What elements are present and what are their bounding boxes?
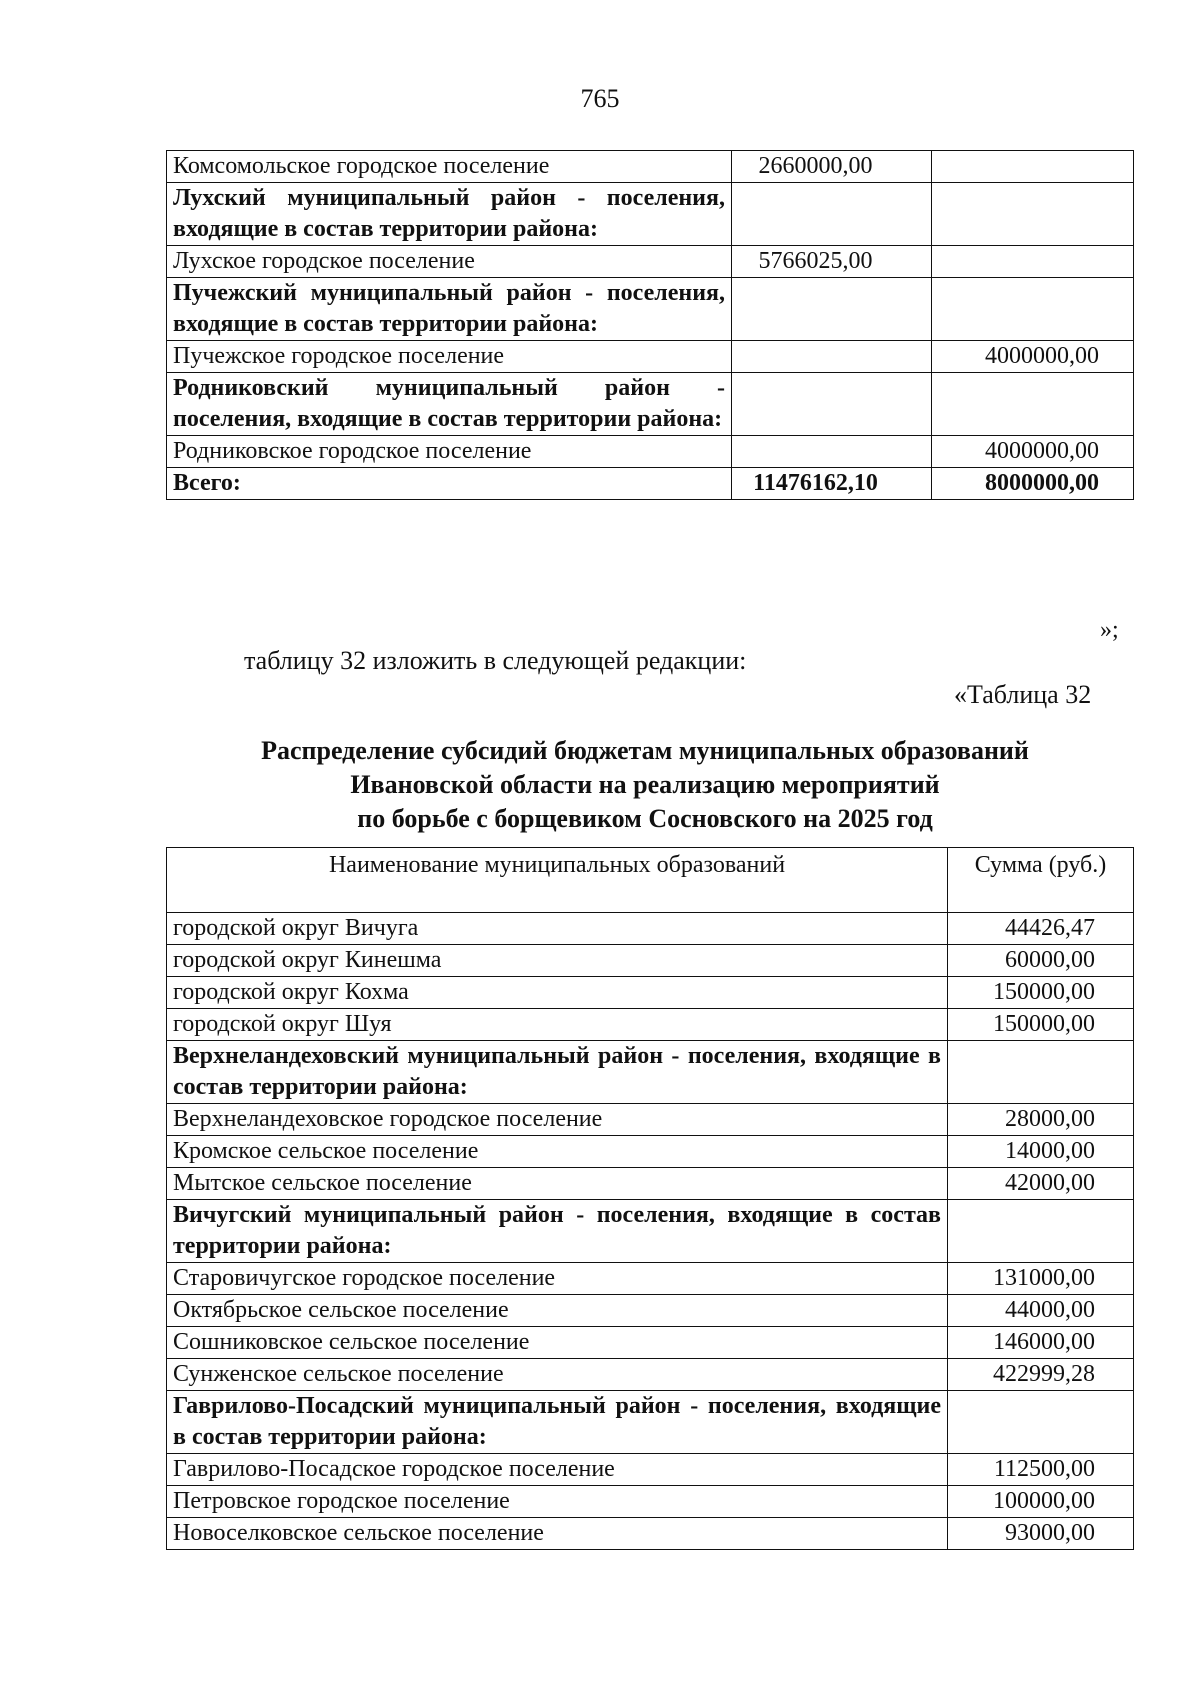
amount-col-1 [732,278,932,341]
subsidy-sum: 44426,47 [948,913,1134,945]
table-row [167,1327,1134,1359]
previous-table-continuation [166,150,1134,500]
table-heading [0,734,1200,836]
table-row [167,977,1134,1009]
heading-line-3: по борьбе с борщевиком Сосновского на 2025 год [357,804,933,833]
table-row [167,1104,1134,1136]
header-row [167,848,1134,913]
district-name: Пучежский муниципальный район - поселения, входящие в состав территории района: [167,278,732,341]
table-row [167,1263,1134,1295]
amount-col-2 [932,278,1134,341]
municipality-name: Старовичугское городское поселение [167,1263,948,1295]
amount-col-2: 4000000,00 [932,436,1134,468]
municipality-name: городской округ Шуя [167,1009,948,1041]
subsidy-sum: 28000,00 [948,1104,1134,1136]
amount-col-1: 5766025,00 [732,246,932,278]
subsidy-sum [948,1200,1134,1263]
municipality-name: Гаврилово-Посадское городское поселение [167,1454,948,1486]
amount-col-2 [932,183,1134,246]
instruction-text: таблицу 32 изложить в следующей редакции: [244,646,747,675]
header-sum: Сумма (руб.) [948,848,1134,913]
subsidy-sum: 93000,00 [948,1518,1134,1550]
total-row [167,468,1134,500]
settlement-name: Комсомольское городское поселение [167,151,732,183]
table-row [167,436,1134,468]
subsidy-sum [948,1391,1134,1454]
settlement-name: Родниковское городское поселение [167,436,732,468]
municipality-name: Сошниковское сельское поселение [167,1327,948,1359]
district-row [167,278,1134,341]
subsidy-sum: 14000,00 [948,1136,1134,1168]
district-row [167,373,1134,436]
subsidy-sum: 150000,00 [948,977,1134,1009]
total-amount-col-2: 8000000,00 [932,468,1134,500]
municipality-name: Мытское сельское поселение [167,1168,948,1200]
total-label: Всего: [167,468,732,500]
settlement-name: Пучежское городское поселение [167,341,732,373]
subsidy-sum: 150000,00 [948,1009,1134,1041]
amount-col-2 [932,373,1134,436]
table-32 [166,847,1134,1550]
subsidy-sum: 146000,00 [948,1327,1134,1359]
table-row [167,1486,1134,1518]
table-row [167,151,1134,183]
table-row [167,1168,1134,1200]
table-row [167,246,1134,278]
district-name: Вичугский муниципальный район - поселения, входящие в состав территории района: [167,1200,948,1263]
subsidy-sum: 44000,00 [948,1295,1134,1327]
table-row [167,1359,1134,1391]
subsidy-sum: 60000,00 [948,945,1134,977]
district-row [167,1041,1134,1104]
district-name: Гаврилово-Посадский муниципальный район - поселения, входящие в состав территории района: [167,1391,948,1454]
table-row [167,341,1134,373]
heading-line-1: Распределение субсидий бюджетам муниципальных образований [261,736,1029,765]
municipality-name: городской округ Вичуга [167,913,948,945]
table-row [167,1518,1134,1550]
district-row [167,1391,1134,1454]
table-row [167,1295,1134,1327]
amount-col-1 [732,183,932,246]
table-row [167,1009,1134,1041]
municipality-name: Верхнеландеховское городское поселение [167,1104,948,1136]
municipality-name: Новоселковское сельское поселение [167,1518,948,1550]
amount-col-1 [732,373,932,436]
table-row [167,1454,1134,1486]
district-row [167,1200,1134,1263]
municipality-name: городской округ Кинешма [167,945,948,977]
subsidy-sum: 422999,28 [948,1359,1134,1391]
subsidy-sum [948,1041,1134,1104]
header-name: Наименование муниципальных образований [167,848,948,913]
subsidy-sum: 100000,00 [948,1486,1134,1518]
district-row [167,183,1134,246]
district-name: Родниковский муниципальный район - поселения, входящие в состав территории района: [167,373,732,436]
amount-col-2 [932,246,1134,278]
amount-col-2: 4000000,00 [932,341,1134,373]
table-row [167,1136,1134,1168]
table-row [167,913,1134,945]
municipality-name: Октябрьское сельское поселение [167,1295,948,1327]
subsidy-sum: 112500,00 [948,1454,1134,1486]
amount-col-1 [732,341,932,373]
total-amount-col-1: 11476162,10 [732,468,932,500]
amount-col-1: 2660000,00 [732,151,932,183]
subsidy-sum: 131000,00 [948,1263,1134,1295]
settlement-name: Лухское городское поселение [167,246,732,278]
municipality-name: Петровское городское поселение [167,1486,948,1518]
municipality-name: Сунженское сельское поселение [167,1359,948,1391]
district-name: Лухский муниципальный район - поселения, входящие в состав территории района: [167,183,732,246]
table-label: «Таблица 32 [954,680,1092,709]
amount-col-1 [732,436,932,468]
page-number: 765 [580,84,620,113]
subsidy-sum: 42000,00 [948,1168,1134,1200]
table-row [167,945,1134,977]
municipality-name: Кромское сельское поселение [167,1136,948,1168]
municipality-name: городской округ Кохма [167,977,948,1009]
heading-line-2: Ивановской области на реализацию мероприятий [350,770,940,799]
district-name: Верхнеландеховский муниципальный район - поселения, входящие в состав территории района: [167,1041,948,1104]
amount-col-2 [932,151,1134,183]
closing-quote: »; [1100,617,1119,643]
